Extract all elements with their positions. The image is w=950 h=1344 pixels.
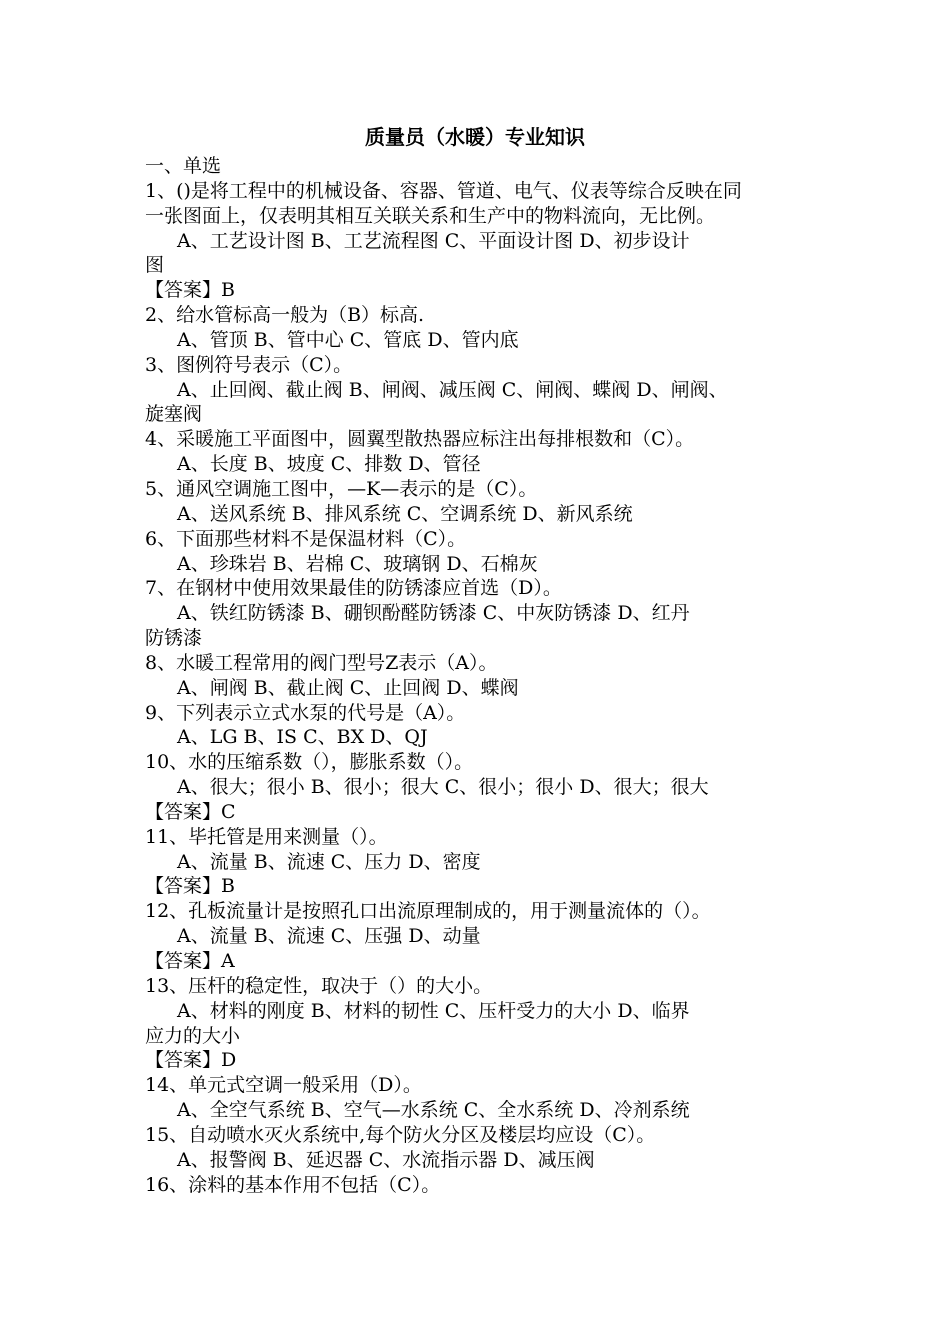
question-15-options: A、报警阀 B、延迟器 C、水流指示器 D、减压阀 [177, 1148, 595, 1171]
question-13: 13、压杆的稳定性，取决于（）的大小。 [145, 974, 493, 997]
question-1-line-1: 1、()是将工程中的机械设备、容器、管道、电气、仪表等综合反映在同 [145, 179, 742, 202]
question-5-options: A、送风系统 B、排风系统 C、空调系统 D、新风系统 [177, 502, 633, 525]
question-1-line-2: 一张图面上，仅表明其相互关联关系和生产中的物料流向，无比例。 [145, 204, 716, 227]
question-11: 11、毕托管是用来测量（）。 [145, 825, 388, 848]
question-8-options: A、闸阀 B、截止阀 C、止回阀 D、蝶阀 [177, 676, 519, 699]
question-16: 16、涂料的基本作用不包括（C）。 [145, 1173, 441, 1196]
question-4: 4、采暖施工平面图中，圆翼型散热器应标注出每排根数和（C）。 [145, 428, 695, 451]
question-14: 14、单元式空调一般采用（D）。 [145, 1074, 422, 1097]
section-heading: 一、单选 [145, 155, 222, 177]
question-5: 5、通风空调施工图中，—K—表示的是（C）。 [145, 477, 538, 500]
question-10-options: A、很大；很小 B、很小；很大 C、很小；很小 D、很大；很大 [177, 776, 709, 799]
question-11-options: A、流量 B、流速 C、压力 D、密度 [177, 850, 481, 873]
question-1-options: A、工艺设计图 B、工艺流程图 C、平面设计图 D、初步设计 [177, 229, 690, 252]
question-13-answer: 【答案】D [145, 1049, 237, 1072]
question-13-options: A、材料的刚度 B、材料的韧性 C、压杆受力的大小 D、临界 [177, 999, 690, 1022]
question-3: 3、图例符号表示（C）。 [145, 353, 353, 376]
question-1-options-wrap: 图 [145, 254, 165, 277]
question-13-options-wrap: 应力的大小 [145, 1024, 241, 1047]
question-7: 7、在钢材中使用效果最佳的防锈漆应首选（D）。 [145, 577, 562, 600]
question-7-options: A、铁红防锈漆 B、硼钡酚醛防锈漆 C、中灰防锈漆 D、红丹 [177, 602, 690, 625]
question-9: 9、下列表示立式水泵的代号是（A）。 [145, 701, 466, 724]
question-12-answer: 【答案】A [145, 950, 235, 972]
question-11-answer: 【答案】B [145, 875, 235, 898]
question-12: 12、孔板流量计是按照孔口出流原理制成的，用于测量流体的（）。 [145, 900, 711, 923]
question-10: 10、水的压缩系数（），膨胀系数（）。 [145, 751, 474, 774]
question-12-options: A、流量 B、流速 C、压强 D、动量 [177, 925, 481, 948]
question-9-options: A、LG B、IS C、BX D、QJ [177, 726, 428, 749]
document-body [145, 154, 815, 1197]
question-6: 6、下面那些材料不是保温材料（C）。 [145, 527, 467, 550]
question-4-options: A、长度 B、坡度 C、排数 D、管径 [177, 453, 481, 476]
question-3-options-wrap: 旋塞阀 [145, 403, 203, 426]
question-8: 8、水暖工程常用的阀门型号Z表示（A）。 [145, 651, 498, 674]
question-2: 2、给水管标高一般为（B）标高. [145, 304, 425, 327]
question-15: 15、自动喷水灭火系统中,每个防火分区及楼层均应设（C）。 [145, 1123, 656, 1146]
question-2-options: A、管顶 B、管中心 C、管底 D、管内底 [177, 328, 519, 351]
question-7-options-wrap: 防锈漆 [145, 627, 203, 650]
question-14-options: A、全空气系统 B、空气—水系统 C、全水系统 D、冷剂系统 [177, 1099, 690, 1122]
document-title: 质量员（水暖）专业知识 [365, 125, 585, 149]
question-10-answer: 【答案】C [145, 800, 236, 823]
question-6-options: A、珍珠岩 B、岩棉 C、玻璃钢 D、石棉灰 [177, 552, 538, 575]
question-1-answer: 【答案】B [145, 279, 235, 302]
question-3-options: A、止回阀、截止阀 B、闸阀、减压阀 C、闸阀、蝶阀 D、闸阀、 [177, 378, 728, 401]
